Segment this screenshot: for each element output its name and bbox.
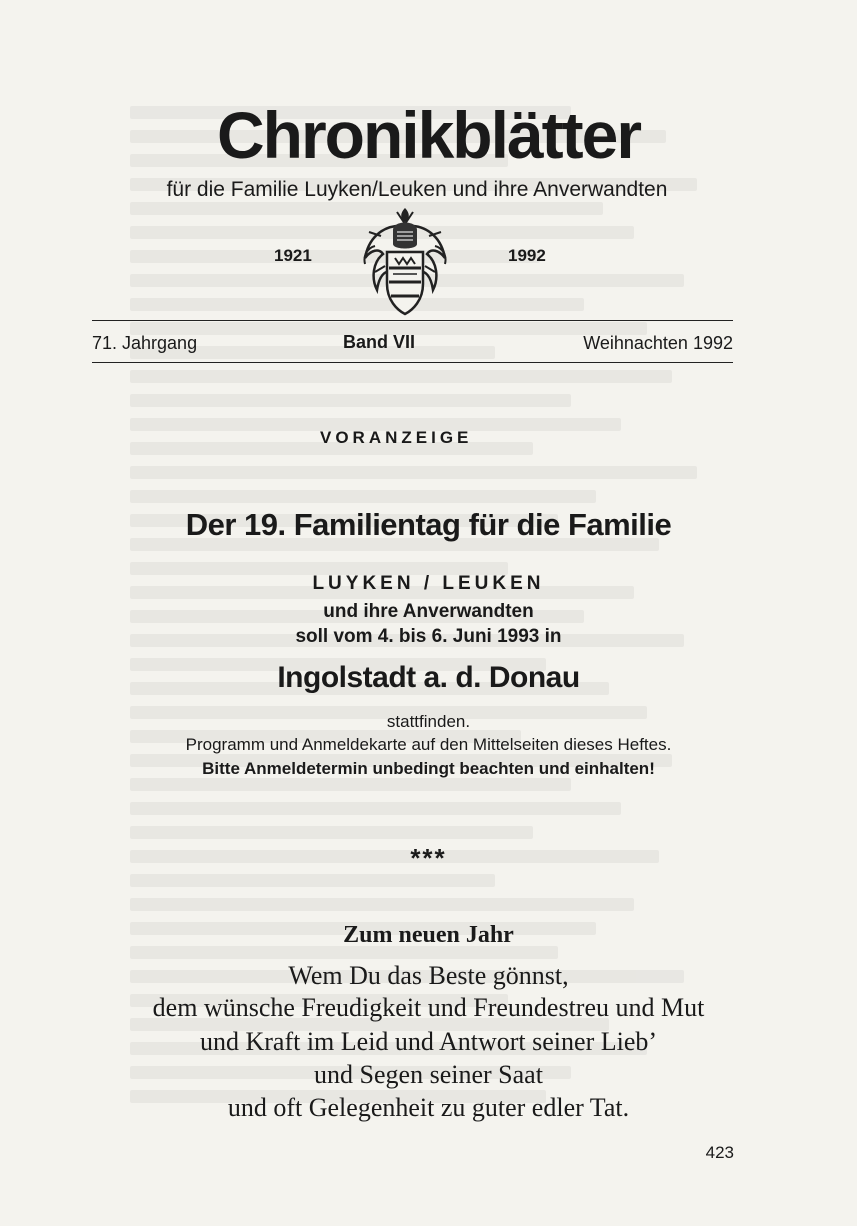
section-separator: *** <box>410 843 447 873</box>
year-end: 1992 <box>508 246 546 265</box>
year-start: 1921 <box>274 246 312 265</box>
poem-line: und oft Gelegenheit zu guter edler Tat. <box>227 1093 630 1122</box>
divider-top <box>92 320 733 321</box>
poem-line: Wem Du das Beste gönnst, <box>288 961 569 990</box>
event-date: soll vom 4. bis 6. Juni 1993 in <box>295 626 562 647</box>
band-number: Band VII <box>343 332 416 352</box>
poem-line: und Kraft im Leid und Antwort seiner Lieb’ <box>199 1027 658 1056</box>
relatives-line: und ihre Anverwandten <box>323 601 534 622</box>
divider-bottom <box>92 362 733 363</box>
page-number: 423 <box>705 1143 734 1162</box>
announcement-headline: Der 19. Familientag für die Familie <box>185 507 672 542</box>
event-location: Ingolstadt a. d. Donau <box>277 661 580 694</box>
poem-title: Zum neuen Jahr <box>343 922 514 948</box>
masthead-title: Chronikblätter <box>216 98 641 172</box>
family-crest-icon <box>355 206 455 318</box>
poem-line: dem wünsche Freudigkeit und Freundestreu und Mut <box>152 993 705 1022</box>
poem-line: und Segen seiner Saat <box>314 1060 543 1089</box>
edition-date: Weihnachten 1992 <box>583 333 733 353</box>
volume-year: 71. Jahrgang <box>92 333 198 353</box>
masthead-subtitle: für die Familie Luyken/Leuken und ihre Anverwandten <box>166 178 668 201</box>
family-names: LUYKEN / LEUKEN <box>312 573 545 594</box>
closing-line: stattfinden. <box>386 712 471 731</box>
announcement-label: VORANZEIGE <box>320 428 473 447</box>
registration-reminder: Bitte Anmeldetermin unbedingt beachten und einhalten! <box>202 759 655 778</box>
program-note: Programm und Anmeldekarte auf den Mittelseiten dieses Heftes. <box>185 735 672 754</box>
